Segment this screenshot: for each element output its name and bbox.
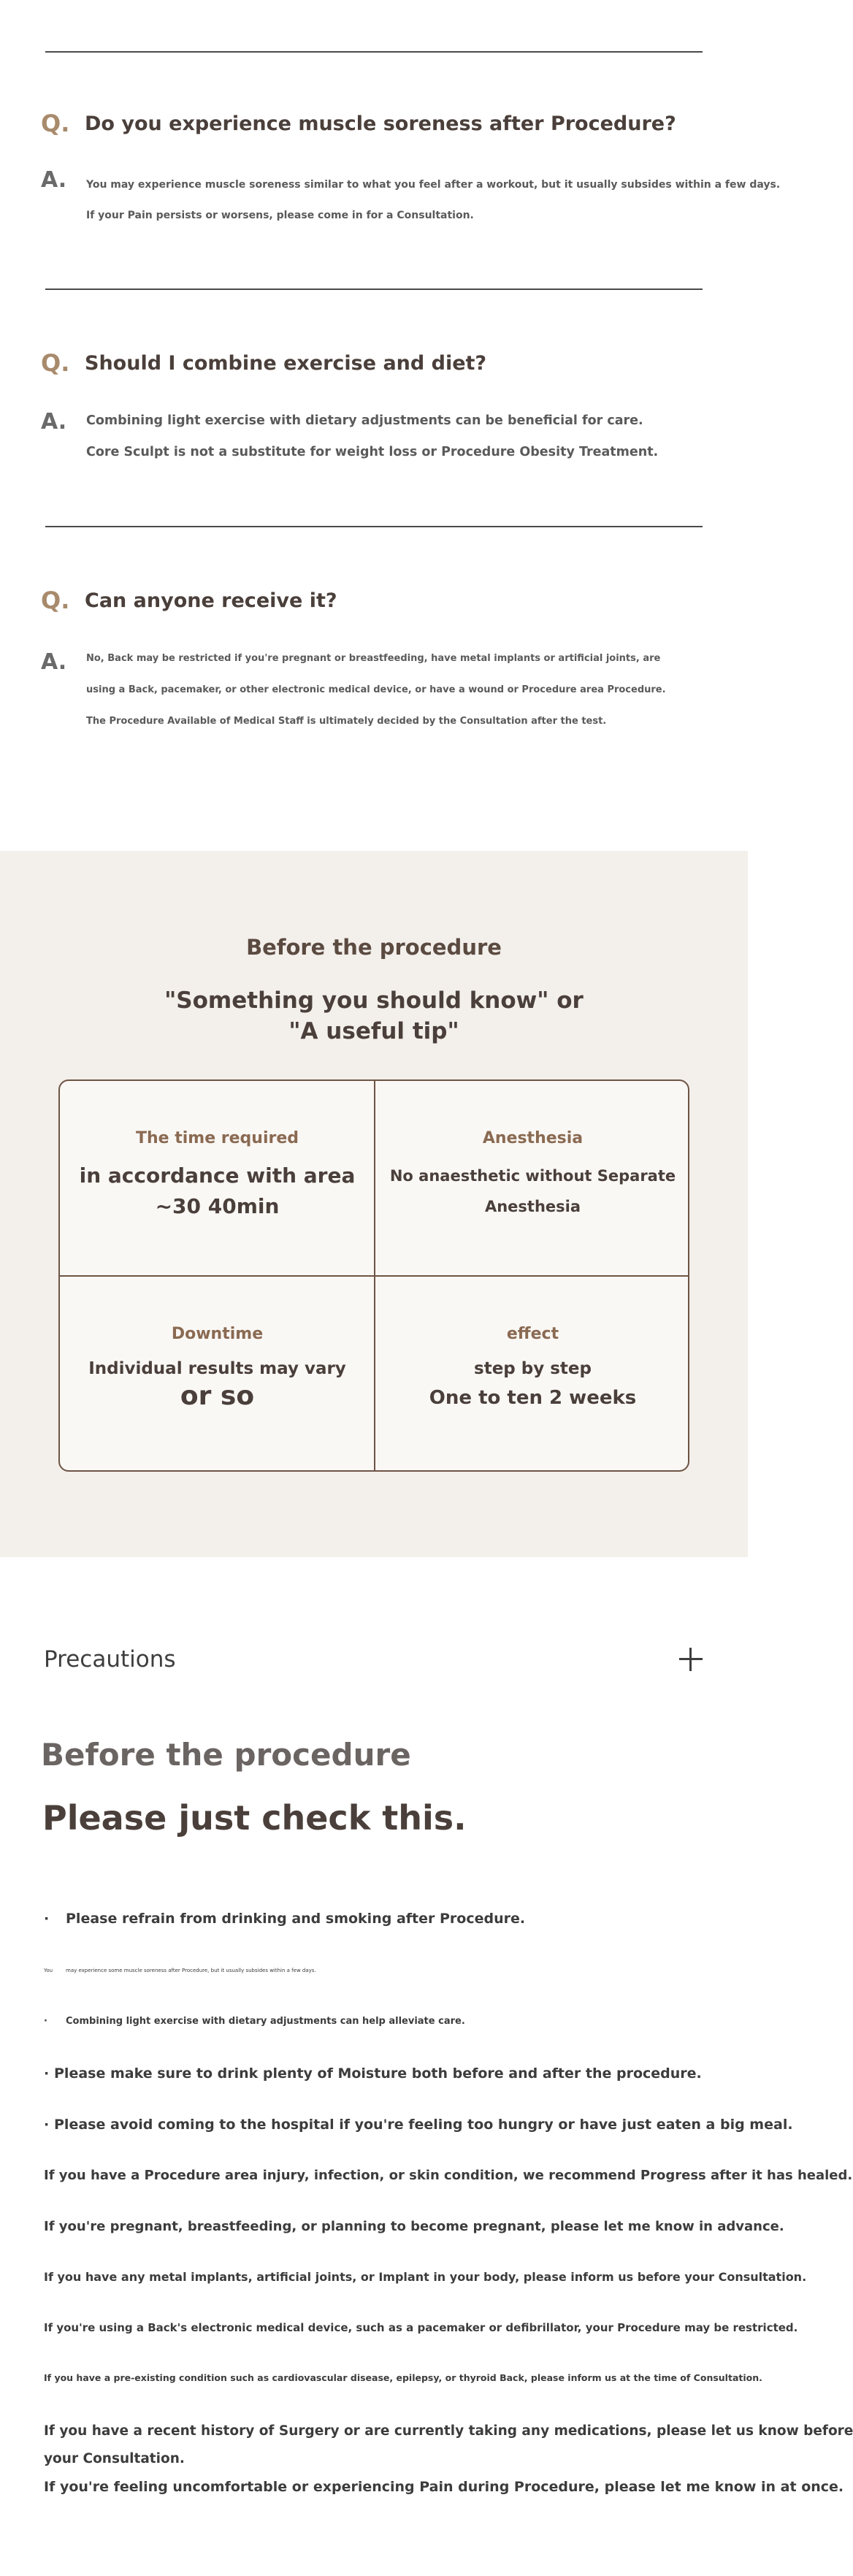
bullet: · [44, 2016, 47, 2027]
a-mark: A. [41, 167, 67, 193]
q-mark: Q. [41, 586, 70, 614]
answer-line: If your Pain persists or worsens, please come in for a Consultation. [86, 210, 474, 221]
tip-value-line: One to ten 2 weeks [429, 1387, 637, 1409]
precautions-subheading: Please just check this. [42, 1798, 467, 1838]
question-text: Do you experience muscle soreness after Procedure? [85, 112, 676, 135]
tip-label: Anesthesia [482, 1129, 584, 1147]
precaution-item: If you're using a Back's electronic medical device, such as a pacemaker or defibrillator, your Procedure may be restricted. [44, 2321, 798, 2334]
precaution-item [44, 1968, 316, 1973]
tips-subtitle-line: "Something you should know" or [164, 987, 584, 1014]
answer-line: using a Back, pacemaker, or other electronic medical device, or have a wound or Procedure area Procedure. [86, 684, 666, 695]
bullet: · [44, 2065, 50, 2082]
precautions-title: Precautions [44, 1646, 176, 1673]
precaution-item: If you're pregnant, breastfeeding, or planning to become pregnant, please let me know in advance. [44, 2219, 784, 2234]
tip-value-line: ~30 40min [155, 1194, 280, 1218]
answer-line: No, Back may be restricted if you're pregnant or breastfeeding, have metal implants or artificial joints, are [86, 653, 661, 664]
precautions-heading: Before the procedure [41, 1737, 411, 1773]
precaution-item: If you're feeling uncomfortable or experiencing Pain during Procedure, please let me know in at once. [44, 2479, 844, 2495]
precaution-text: Combining light exercise with dietary adjustments can help alleviate care. [66, 2016, 465, 2027]
faq-question-3 [41, 586, 337, 614]
precautions-header[interactable] [44, 1642, 704, 1677]
precautions-section [0, 1557, 853, 2576]
tip-label: effect [506, 1325, 559, 1343]
precaution-prefix: You [44, 1968, 53, 1973]
procedure-tips-section [0, 851, 748, 1557]
precaution-text: Please avoid coming to the hospital if you're feeling too hungry or have just eaten a big meal. [54, 2117, 793, 2133]
answer-line: Core Sculpt is not a substitute for weight loss or Procedure Obesity Treatment. [86, 445, 659, 459]
precaution-text: Please make sure to drink plenty of Moisture both before and after the procedure. [54, 2065, 702, 2082]
tip-cell-time [60, 1081, 375, 1276]
tip-value [80, 1161, 356, 1222]
answer-line: You may experience muscle soreness similar to what you feel after a workout, but it usually subsides within a few days. [86, 179, 781, 191]
bullet: · [44, 2117, 50, 2133]
tips-grid [58, 1079, 689, 1472]
tip-cell-anesthesia [375, 1081, 690, 1276]
precaution-item [44, 2065, 702, 2082]
tip-label: The time required [135, 1129, 299, 1147]
tip-value-line: step by step [474, 1359, 592, 1378]
faq-answer-1 [41, 169, 780, 231]
tip-value-line: Anesthesia [484, 1198, 581, 1215]
tip-value-line: No anaesthetic without Separate [389, 1167, 676, 1185]
precaution-item [44, 1911, 525, 1927]
tips-subtitle-line: "A useful tip" [288, 1018, 459, 1044]
tip-label: Downtime [171, 1325, 264, 1343]
divider [45, 51, 703, 53]
tip-value-line: in accordance with area [79, 1163, 356, 1188]
question-text: Should I combine exercise and diet? [85, 351, 487, 375]
faq-section [0, 0, 781, 851]
q-mark: Q. [41, 110, 70, 137]
tip-value-line: Individual results may vary [88, 1359, 346, 1378]
q-mark: Q. [41, 349, 70, 377]
bullet: · [44, 1911, 50, 1927]
precaution-item: If you have any metal implants, artificial joints, or Implant in your body, please inform us before your Consultation. [44, 2270, 807, 2284]
precaution-item: If you have a recent history of Surgery or are currently taking any medications, please let us know before [44, 2423, 853, 2439]
faq-question-1 [41, 110, 676, 137]
question-text: Can anyone receive it? [85, 589, 337, 612]
plus-icon[interactable] [678, 1646, 704, 1673]
precaution-item: If you have a pre-existing condition such as cardiovascular disease, epilepsy, or thyroid Back, please inform us at the time of Consultation. [44, 2372, 762, 2383]
precaution-item [44, 2016, 465, 2027]
tip-value [390, 1161, 676, 1222]
faq-answer-2 [41, 405, 658, 468]
precaution-text: Please refrain from drinking and smoking after Procedure. [66, 1911, 526, 1927]
tips-subtitle [0, 985, 748, 1047]
tip-cell-effect [375, 1277, 690, 1472]
tip-value-line: or so [180, 1381, 255, 1411]
precaution-text: may experience some muscle soreness after Procedure, but it usually subsides within a few days. [66, 1968, 316, 1973]
divider [45, 526, 703, 527]
faq-answer-3 [41, 643, 666, 737]
faq-question-2 [41, 349, 486, 377]
answer-line: The Procedure Available of Medical Staff is ultimately decided by the Consultation after the test. [86, 716, 607, 727]
a-mark: A. [41, 649, 67, 675]
tips-title: Before the procedure [246, 935, 502, 960]
answer-line: Combining light exercise with dietary adjustments can be beneficial for care. [86, 413, 643, 428]
tip-cell-downtime [60, 1277, 375, 1472]
precaution-item [44, 2117, 793, 2133]
precaution-item: If you have a Procedure area injury, infection, or skin condition, we recommend Progress after it has healed. [44, 2168, 853, 2183]
divider [45, 288, 703, 290]
a-mark: A. [41, 409, 67, 435]
precaution-item: your Consultation. [44, 2451, 185, 2466]
